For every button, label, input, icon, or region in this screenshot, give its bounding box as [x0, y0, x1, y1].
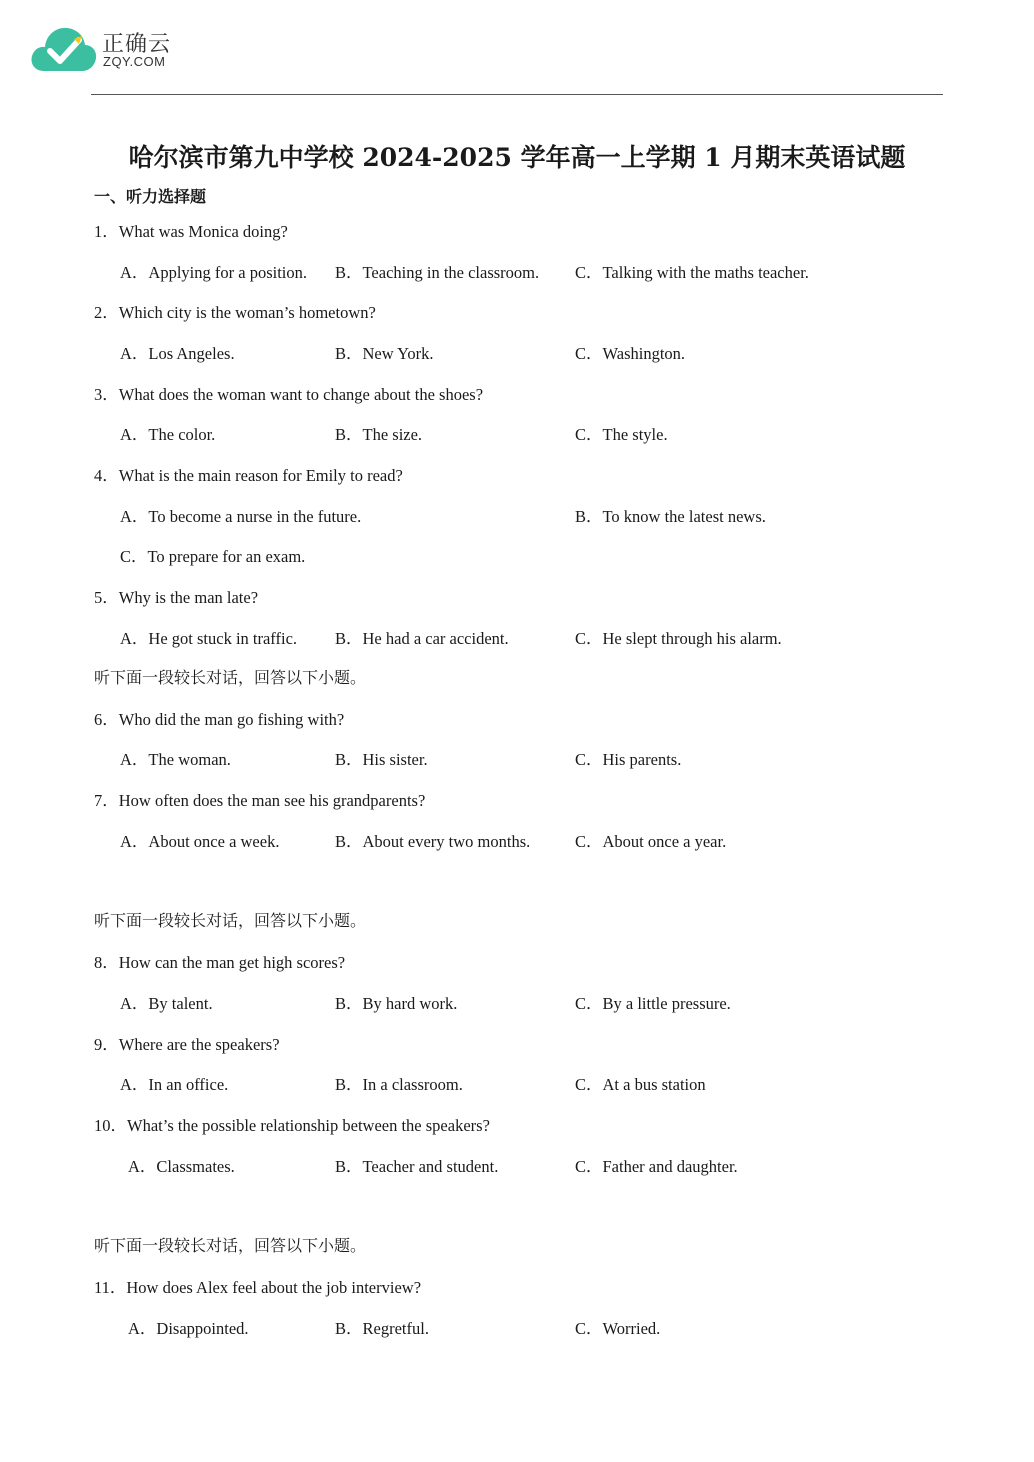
option-4c: C．To prepare for an exam.	[120, 547, 306, 566]
logo-text-cn: 正确云	[102, 32, 172, 57]
option-3c: C．The style.	[575, 425, 668, 444]
option-4a: A．To become a nurse in the future.	[120, 507, 362, 526]
option-3b: B．The size.	[335, 425, 423, 444]
question-2: 2．Which city is the woman’s hometown?	[94, 303, 376, 322]
option-8a: A．By talent.	[120, 994, 213, 1013]
instruction-note: 听下面一段较长对话，回答以下小题。	[94, 911, 367, 930]
option-1a: A．Applying for a position.	[120, 263, 307, 282]
instruction-note: 听下面一段较长对话，回答以下小题。	[94, 668, 367, 687]
option-8c: C．By a little pressure.	[575, 994, 731, 1013]
option-2a: A．Los Angeles.	[120, 344, 235, 363]
option-11b: B．Regretful.	[335, 1319, 429, 1338]
option-5b: B．He had a car accident.	[335, 629, 509, 648]
question-7: 7．How often does the man see his grandparents?	[94, 791, 426, 810]
page-header	[0, 0, 1034, 96]
option-1c: C．Talking with the maths teacher.	[575, 263, 809, 282]
header-divider	[91, 94, 943, 95]
question-4: 4．What is the main reason for Emily to read?	[94, 466, 403, 485]
option-5c: C．He slept through his alarm.	[575, 629, 782, 648]
option-4b: B．To know the latest news.	[575, 507, 766, 526]
option-9c: C．At a bus station	[575, 1075, 706, 1094]
option-6b: B．His sister.	[335, 750, 428, 769]
question-11: 11．How does Alex feel about the job interview?	[94, 1278, 422, 1297]
option-1b: B．Teaching in the classroom.	[335, 263, 540, 282]
option-9a: A．In an office.	[120, 1075, 229, 1094]
question-8: 8．How can the man get high scores?	[94, 953, 346, 972]
question-9: 9．Where are the speakers?	[94, 1035, 280, 1054]
cloud-check-icon	[30, 23, 98, 73]
brand-logo	[30, 23, 180, 75]
question-1: 1．What was Monica doing?	[94, 222, 288, 241]
page-title: 哈尔滨市第九中学校 2024-2025 学年高一上学期 1 月期末英语试题	[128, 143, 906, 172]
question-5: 5．Why is the man late?	[94, 588, 259, 607]
option-8b: B．By hard work.	[335, 994, 458, 1013]
option-11a: A．Disappointed.	[128, 1319, 249, 1338]
option-10c: C．Father and daughter.	[575, 1157, 738, 1176]
option-10a: A．Classmates.	[128, 1157, 235, 1176]
section-heading: 一、听力选择题	[94, 187, 207, 206]
question-6: 6．Who did the man go fishing with?	[94, 710, 345, 729]
question-10: 10．What’s the possible relationship between the speakers?	[94, 1116, 490, 1135]
option-7a: A．About once a week.	[120, 832, 280, 851]
instruction-note: 听下面一段较长对话，回答以下小题。	[94, 1236, 367, 1255]
option-7c: C．About once a year.	[575, 832, 727, 851]
option-10b: B．Teacher and student.	[335, 1157, 499, 1176]
option-5a: A．He got stuck in traffic.	[120, 629, 298, 648]
logo-text-en: ZQY.COM	[103, 54, 166, 69]
option-6c: C．His parents.	[575, 750, 682, 769]
option-6a: A．The woman.	[120, 750, 231, 769]
option-9b: B．In a classroom.	[335, 1075, 463, 1094]
option-11c: C．Worried.	[575, 1319, 661, 1338]
option-2b: B．New York.	[335, 344, 434, 363]
option-3a: A．The color.	[120, 425, 216, 444]
option-7b: B．About every two months.	[335, 832, 531, 851]
question-3: 3．What does the woman want to change about the shoes?	[94, 385, 484, 404]
option-2c: C．Washington.	[575, 344, 686, 363]
